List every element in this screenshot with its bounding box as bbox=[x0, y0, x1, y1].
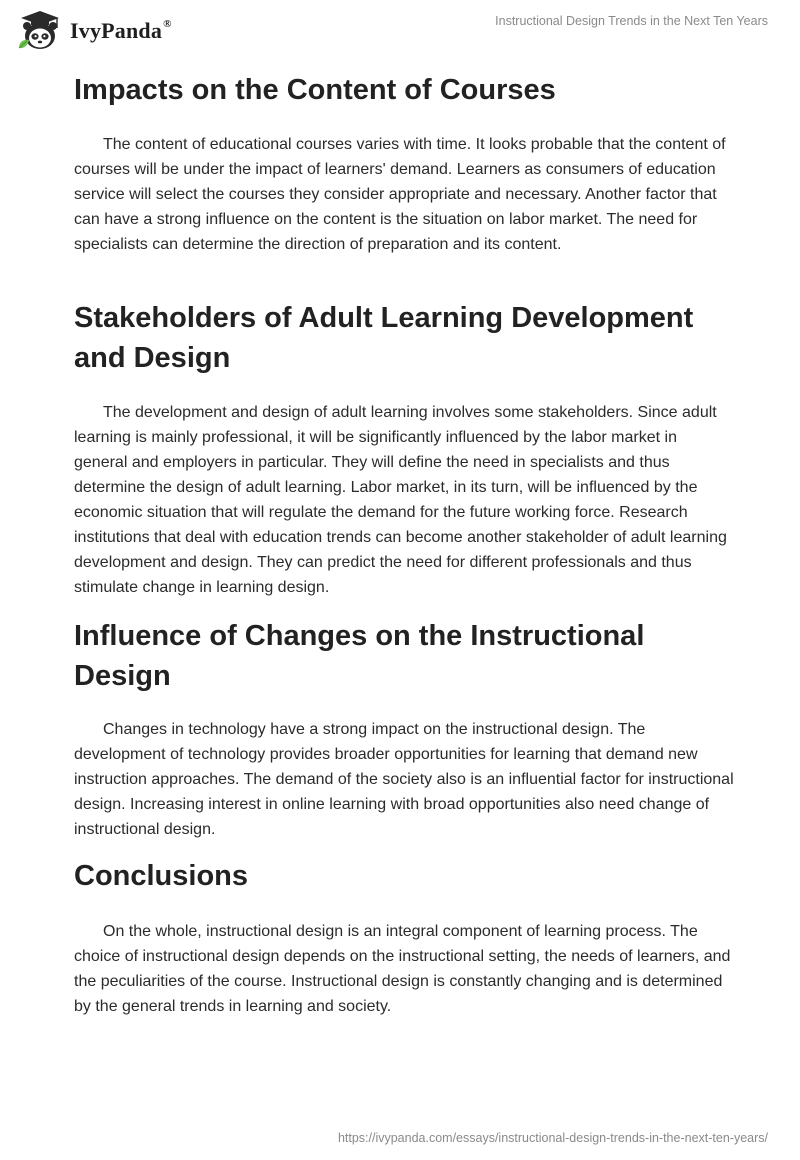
ivypanda-logo[interactable] bbox=[16, 8, 172, 52]
section-heading: Conclusions bbox=[74, 860, 249, 892]
logo-text: IvyPanda® bbox=[70, 17, 172, 43]
section-heading: Stakeholders of Adult Learning Development and Design bbox=[74, 302, 694, 374]
section-paragraph: The content of educational courses varies with time. It looks probable that the content of courses will be under the impact of learners' demand. Learners as consumers of education service will select the courses they consider appropriate and necessary. Another factor that can have a strong influence on the content is the situation on labor market. The need for specialists can determine the direction of preparation and its content. bbox=[74, 136, 726, 253]
page-header bbox=[0, 0, 800, 60]
section-paragraph: On the whole, instructional design is an integral component of learning process. The choice of instructional design depends on the instructional setting, the needs of learners, and the peculiarities of the course. Instructional design is constantly changing and is determined by the general trends in learning and society. bbox=[74, 923, 731, 1015]
document-title: Instructional Design Trends in the Next Ten Years bbox=[495, 14, 768, 28]
source-url[interactable]: https://ivypanda.com/essays/instructional-design-trends-in-the-next-ten-years/ bbox=[337, 1131, 768, 1145]
section-heading: Influence of Changes on the Instructional Design bbox=[74, 620, 645, 692]
section-paragraph: Changes in technology have a strong impact on the instructional design. The development of technology provides broader opportunities for learning that demand new instruction approaches. The demand of the society also is an influential factor for instructional design. Increasing interest in online learning with broad opportunities also need change of instructional design. bbox=[74, 721, 734, 838]
section-paragraph: The development and design of adult learning involves some stakeholders. Since adult learning is mainly professional, it will be significantly influenced by the labor market in general and employers in particular. They will define the need in specialists and thus determine the design of adult learning. Labor market, in its turn, will be influenced by the economic situation that will regulate the demand for the future working force. Research institutions that deal with education trends can become another stakeholder of adult learning development and design. They can predict the need for different professionals and thus stimulate change in learning design. bbox=[74, 404, 727, 596]
panda-graduation-cap-icon bbox=[16, 8, 64, 52]
section-heading: Impacts on the Content of Courses bbox=[74, 74, 556, 106]
